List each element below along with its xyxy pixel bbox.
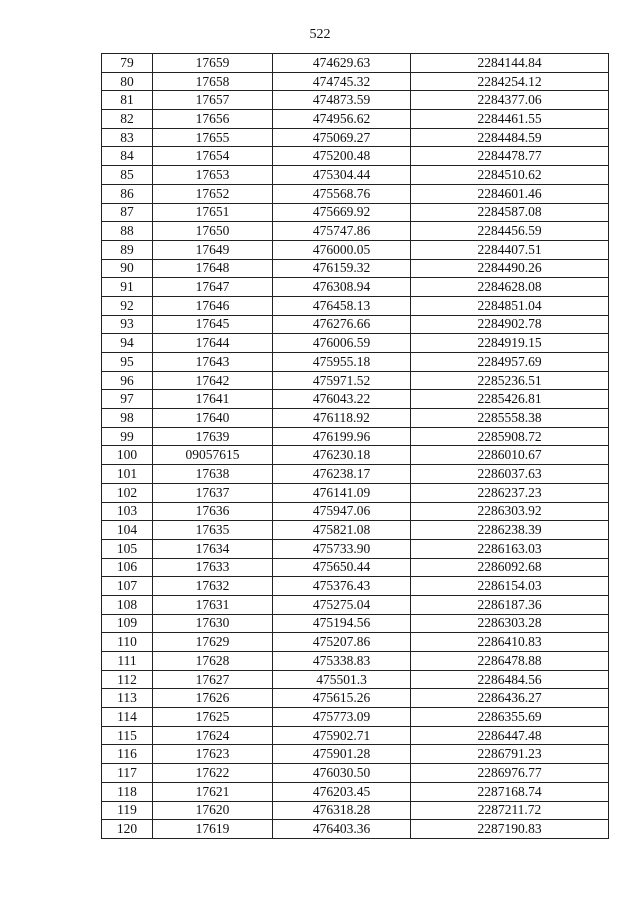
x-coordinate-cell: 474873.59 [273,91,411,110]
x-coordinate-cell: 475376.43 [273,577,411,596]
table-row [102,259,609,278]
row-number-cell: 109 [102,614,153,633]
y-coordinate-cell: 2286436.27 [411,689,609,708]
point-id-cell: 17620 [153,801,273,820]
point-id-cell: 17635 [153,521,273,540]
y-coordinate-cell: 2284628.08 [411,278,609,297]
row-number-cell: 85 [102,166,153,185]
table-row [102,483,609,502]
row-number-cell: 113 [102,689,153,708]
table-row [102,278,609,297]
table-row [102,446,609,465]
row-number-cell: 98 [102,409,153,428]
point-id-cell: 17636 [153,502,273,521]
point-id-cell: 17623 [153,745,273,764]
y-coordinate-cell: 2287211.72 [411,801,609,820]
y-coordinate-cell: 2286092.68 [411,558,609,577]
row-number-cell: 101 [102,465,153,484]
x-coordinate-cell: 475207.86 [273,633,411,652]
point-id-cell: 17639 [153,427,273,446]
row-number-cell: 80 [102,72,153,91]
row-number-cell: 92 [102,296,153,315]
y-coordinate-cell: 2286154.03 [411,577,609,596]
x-coordinate-cell: 476230.18 [273,446,411,465]
x-coordinate-cell: 476006.59 [273,334,411,353]
table-row [102,465,609,484]
point-id-cell: 17643 [153,353,273,372]
row-number-cell: 108 [102,595,153,614]
table-row [102,502,609,521]
y-coordinate-cell: 2286410.83 [411,633,609,652]
table-row [102,652,609,671]
point-id-cell: 17652 [153,184,273,203]
y-coordinate-cell: 2286187.36 [411,595,609,614]
x-coordinate-cell: 476318.28 [273,801,411,820]
y-coordinate-cell: 2286303.92 [411,502,609,521]
y-coordinate-cell: 2286976.77 [411,764,609,783]
row-number-cell: 111 [102,652,153,671]
table-row [102,147,609,166]
point-id-cell: 17653 [153,166,273,185]
table-row [102,539,609,558]
row-number-cell: 93 [102,315,153,334]
row-number-cell: 83 [102,128,153,147]
point-id-cell: 17630 [153,614,273,633]
table-row [102,764,609,783]
point-id-cell: 17656 [153,110,273,129]
table-row [102,110,609,129]
table-row [102,296,609,315]
y-coordinate-cell: 2286355.69 [411,708,609,727]
row-number-cell: 97 [102,390,153,409]
x-coordinate-cell: 476141.09 [273,483,411,502]
point-id-cell: 17645 [153,315,273,334]
x-coordinate-cell: 476238.17 [273,465,411,484]
row-number-cell: 104 [102,521,153,540]
row-number-cell: 82 [102,110,153,129]
row-number-cell: 118 [102,782,153,801]
y-coordinate-cell: 2286238.39 [411,521,609,540]
table-row [102,782,609,801]
x-coordinate-cell: 475615.26 [273,689,411,708]
table-row [102,166,609,185]
x-coordinate-cell: 475304.44 [273,166,411,185]
point-id-cell: 17622 [153,764,273,783]
y-coordinate-cell: 2285426.81 [411,390,609,409]
x-coordinate-cell: 476159.32 [273,259,411,278]
x-coordinate-cell: 475971.52 [273,371,411,390]
y-coordinate-cell: 2286484.56 [411,670,609,689]
point-id-cell: 17629 [153,633,273,652]
y-coordinate-cell: 2284902.78 [411,315,609,334]
row-number-cell: 114 [102,708,153,727]
table-row [102,689,609,708]
table-row [102,577,609,596]
x-coordinate-cell: 475955.18 [273,353,411,372]
row-number-cell: 119 [102,801,153,820]
row-number-cell: 87 [102,203,153,222]
point-id-cell: 17638 [153,465,273,484]
row-number-cell: 115 [102,726,153,745]
row-number-cell: 95 [102,353,153,372]
point-id-cell: 17651 [153,203,273,222]
y-coordinate-cell: 2284478.77 [411,147,609,166]
point-id-cell: 17627 [153,670,273,689]
row-number-cell: 89 [102,240,153,259]
table-row [102,633,609,652]
point-id-cell: 17637 [153,483,273,502]
point-id-cell: 17648 [153,259,273,278]
row-number-cell: 91 [102,278,153,297]
y-coordinate-cell: 2284851.04 [411,296,609,315]
y-coordinate-cell: 2284957.69 [411,353,609,372]
y-coordinate-cell: 2284510.62 [411,166,609,185]
point-id-cell: 17647 [153,278,273,297]
point-id-cell: 17658 [153,72,273,91]
point-id-cell: 17640 [153,409,273,428]
table-row [102,54,609,73]
x-coordinate-cell: 475194.56 [273,614,411,633]
y-coordinate-cell: 2284254.12 [411,72,609,91]
x-coordinate-cell: 476030.50 [273,764,411,783]
point-id-cell: 17641 [153,390,273,409]
y-coordinate-cell: 2284587.08 [411,203,609,222]
point-id-cell: 17649 [153,240,273,259]
x-coordinate-cell: 475901.28 [273,745,411,764]
x-coordinate-cell: 475902.71 [273,726,411,745]
row-number-cell: 116 [102,745,153,764]
x-coordinate-cell: 476118.92 [273,409,411,428]
y-coordinate-cell: 2284456.59 [411,222,609,241]
row-number-cell: 96 [102,371,153,390]
table-row [102,670,609,689]
x-coordinate-cell: 476199.96 [273,427,411,446]
point-id-cell: 17625 [153,708,273,727]
x-coordinate-cell: 476308.94 [273,278,411,297]
point-id-cell: 17633 [153,558,273,577]
y-coordinate-cell: 2284490.26 [411,259,609,278]
table-row [102,315,609,334]
row-number-cell: 107 [102,577,153,596]
x-coordinate-cell: 475501.3 [273,670,411,689]
row-number-cell: 99 [102,427,153,446]
table-row [102,521,609,540]
row-number-cell: 110 [102,633,153,652]
point-id-cell: 17650 [153,222,273,241]
x-coordinate-cell: 475069.27 [273,128,411,147]
table-row [102,558,609,577]
x-coordinate-cell: 476458.13 [273,296,411,315]
point-id-cell: 17619 [153,820,273,839]
y-coordinate-cell: 2286237.23 [411,483,609,502]
y-coordinate-cell: 2287190.83 [411,820,609,839]
y-coordinate-cell: 2286163.03 [411,539,609,558]
x-coordinate-cell: 476043.22 [273,390,411,409]
row-number-cell: 102 [102,483,153,502]
point-id-cell: 17646 [153,296,273,315]
point-id-cell: 17628 [153,652,273,671]
table-row [102,184,609,203]
y-coordinate-cell: 2286478.88 [411,652,609,671]
row-number-cell: 103 [102,502,153,521]
row-number-cell: 94 [102,334,153,353]
y-coordinate-cell: 2284601.46 [411,184,609,203]
x-coordinate-cell: 475821.08 [273,521,411,540]
row-number-cell: 112 [102,670,153,689]
point-id-cell: 17642 [153,371,273,390]
table-row [102,745,609,764]
table-row [102,409,609,428]
x-coordinate-cell: 475947.06 [273,502,411,521]
table-row [102,708,609,727]
x-coordinate-cell: 475773.09 [273,708,411,727]
row-number-cell: 106 [102,558,153,577]
y-coordinate-cell: 2285908.72 [411,427,609,446]
table-row [102,91,609,110]
x-coordinate-cell: 476276.66 [273,315,411,334]
y-coordinate-cell: 2286791.23 [411,745,609,764]
row-number-cell: 90 [102,259,153,278]
x-coordinate-cell: 475747.86 [273,222,411,241]
point-id-cell: 17659 [153,54,273,73]
point-id-cell: 17626 [153,689,273,708]
row-number-cell: 100 [102,446,153,465]
y-coordinate-cell: 2287168.74 [411,782,609,801]
table-row [102,427,609,446]
row-number-cell: 120 [102,820,153,839]
x-coordinate-cell: 475733.90 [273,539,411,558]
table-row [102,72,609,91]
y-coordinate-cell: 2284144.84 [411,54,609,73]
row-number-cell: 117 [102,764,153,783]
table-row [102,222,609,241]
y-coordinate-cell: 2286303.28 [411,614,609,633]
point-id-cell: 17624 [153,726,273,745]
table-row [102,820,609,839]
coordinates-table-body [102,54,609,839]
y-coordinate-cell: 2285558.38 [411,409,609,428]
point-id-cell: 17655 [153,128,273,147]
row-number-cell: 79 [102,54,153,73]
y-coordinate-cell: 2284377.06 [411,91,609,110]
table-row [102,240,609,259]
y-coordinate-cell: 2286010.67 [411,446,609,465]
table-row [102,371,609,390]
y-coordinate-cell: 2286037.63 [411,465,609,484]
x-coordinate-cell: 475338.83 [273,652,411,671]
table-row [102,390,609,409]
x-coordinate-cell: 475200.48 [273,147,411,166]
y-coordinate-cell: 2285236.51 [411,371,609,390]
table-row [102,595,609,614]
page-number: 522 [309,27,331,42]
point-id-cell: 17644 [153,334,273,353]
table-row [102,128,609,147]
table-row [102,726,609,745]
point-id-cell: 17632 [153,577,273,596]
row-number-cell: 84 [102,147,153,166]
table-row [102,353,609,372]
x-coordinate-cell: 474956.62 [273,110,411,129]
coordinates-table [101,53,609,839]
table-row [102,614,609,633]
x-coordinate-cell: 474629.63 [273,54,411,73]
point-id-cell: 17631 [153,595,273,614]
y-coordinate-cell: 2286447.48 [411,726,609,745]
x-coordinate-cell: 476203.45 [273,782,411,801]
point-id-cell: 17634 [153,539,273,558]
row-number-cell: 86 [102,184,153,203]
x-coordinate-cell: 476000.05 [273,240,411,259]
row-number-cell: 105 [102,539,153,558]
x-coordinate-cell: 474745.32 [273,72,411,91]
y-coordinate-cell: 2284461.55 [411,110,609,129]
y-coordinate-cell: 2284484.59 [411,128,609,147]
table-row [102,801,609,820]
point-id-cell: 17654 [153,147,273,166]
table-row [102,203,609,222]
y-coordinate-cell: 2284919.15 [411,334,609,353]
y-coordinate-cell: 2284407.51 [411,240,609,259]
x-coordinate-cell: 476403.36 [273,820,411,839]
point-id-cell: 17621 [153,782,273,801]
point-id-cell: 09057615 [153,446,273,465]
row-number-cell: 88 [102,222,153,241]
point-id-cell: 17657 [153,91,273,110]
x-coordinate-cell: 475669.92 [273,203,411,222]
x-coordinate-cell: 475650.44 [273,558,411,577]
x-coordinate-cell: 475568.76 [273,184,411,203]
x-coordinate-cell: 475275.04 [273,595,411,614]
table-row [102,334,609,353]
row-number-cell: 81 [102,91,153,110]
